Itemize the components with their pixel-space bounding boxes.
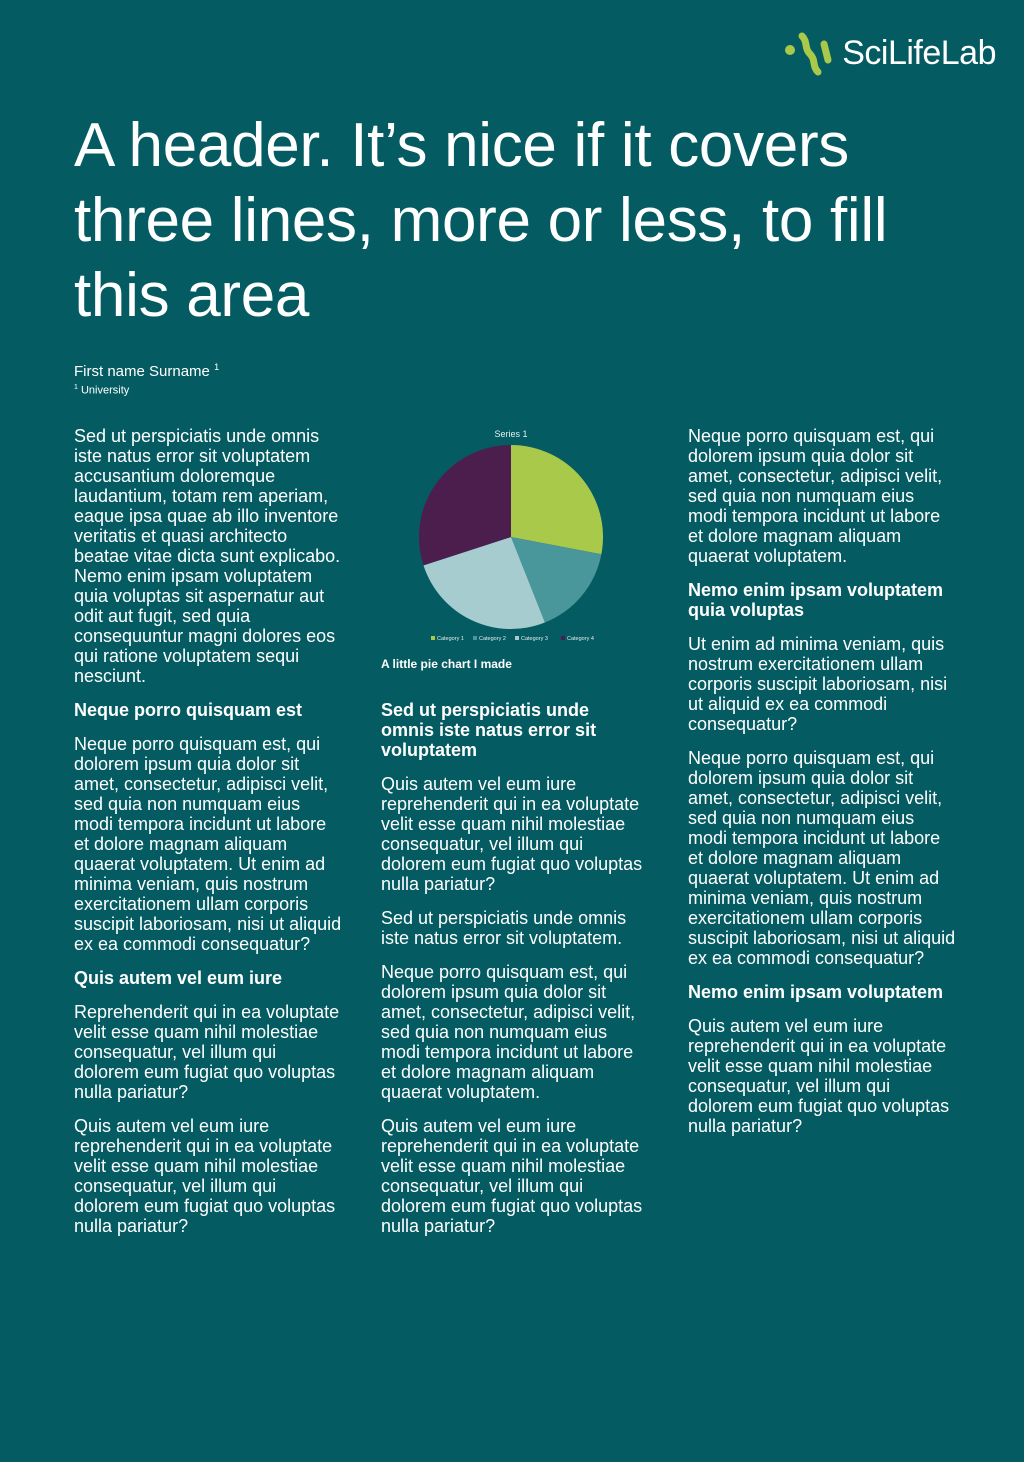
legend-label-2: Category 2 (479, 636, 506, 642)
legend-label-3: Category 3 (521, 636, 548, 642)
col3-paragraph-1: Neque porro quisquam est, qui dolorem ipsum quia dolor sit amet, consectetur, adipisci velit, sed quia non numquam eius modi tempora incidunt ut labore et dolore magnam aliquam quaerat voluptatem. (688, 426, 943, 566)
col3-paragraph-2: Ut enim ad minima veniam, quis nostrum exercitationem ullam corporis suscipit laboriosam, nisi ut aliquid ex ea commodi consequatur? (688, 634, 948, 734)
affiliation-name: University (80, 384, 130, 397)
chart-caption: A little pie chart I made (381, 657, 512, 671)
scilifelab-mark-icon (784, 30, 834, 76)
legend-swatch-4 (561, 636, 565, 640)
chart-title: Series 1 (494, 429, 528, 439)
column-1 (74, 426, 342, 1250)
col3-paragraph-3: Neque porro quisquam est, qui dolorem ipsum quia dolor sit amet, consectetur, adipisci velit, sed quia non numquam eius modi tempora incidunt ut labore et dolore magnam aliquam quaerat voluptatem. Ut enim ad minima veniam, quis nostrum exercitationem ullam corporis suscipit laboriosam, nisi ut aliquid ex ea commodi consequatur? (688, 748, 956, 968)
author-line (74, 362, 219, 380)
col2-heading-1: Sed ut perspiciatis unde omnis iste natus error sit voluptatem (381, 700, 597, 760)
legend-swatch-2 (473, 636, 477, 640)
affiliation-line (74, 384, 219, 397)
author-name: First name Surname (74, 363, 210, 380)
pie-slice-1 (511, 445, 603, 554)
col3-heading-2: Nemo enim ipsam voluptatem (688, 982, 944, 1002)
author-sup: 1 (214, 362, 220, 372)
column-3 (688, 426, 956, 1150)
col1-paragraph-1: Sed ut perspiciatis unde omnis iste natus error sit voluptatem accusantium doloremque laudantium, totam rem aperiam, eaque ipsa quae ab illo inventore veritatis et quasi architecto beatae vitae dicta sunt explicabo. Nemo enim ipsam voluptatem quia voluptas sit aspernatur aut odit aut fugit, sed quia consequuntur magni dolores eos qui ratione voluptatem sequi nesciunt. (74, 426, 341, 686)
legend-label-4: Category 4 (567, 636, 594, 642)
col1-heading-2: Quis autem vel eum iure (74, 968, 283, 988)
legend-swatch-1 (431, 636, 435, 640)
column-2 (381, 426, 643, 1250)
col1-paragraph-2: Neque porro quisquam est, qui dolorem ipsum quia dolor sit amet, consectetur, adipisci velit, sed quia non numquam eius modi tempora incidunt ut labore et dolore magnam aliquam quaerat voluptatem. Ut enim ad minima veniam, quis nostrum exercitationem ullam corporis suscipit laboriosam, nisi ut aliquid ex ea commodi consequatur? (74, 734, 342, 954)
poster-title: A header. It’s nice if it covers three lines, more or less, to fill this area (74, 111, 888, 330)
col1-paragraph-3: Reprehenderit qui in ea voluptate velit esse quam nihil molestiae consequatur, vel illum qui dolorem eum fugiat quo voluptas nulla pariatur? (74, 1002, 340, 1102)
col2-paragraph-1: Quis autem vel eum iure reprehenderit qui in ea voluptate velit esse quam nihil molestiae consequatur, vel illum qui dolorem eum fugiat quo voluptas nulla pariatur? (381, 774, 643, 894)
col1-paragraph-4: Quis autem vel eum iure reprehenderit qui in ea voluptate velit esse quam nihil molestiae consequatur, vel illum qui dolorem eum fugiat quo voluptas nulla pariatur? (74, 1116, 336, 1236)
col3-heading-1: Nemo enim ipsam voluptatem quia voluptas (688, 580, 944, 620)
col1-heading-1: Neque porro quisquam est (74, 700, 303, 720)
legend-swatch-3 (515, 636, 519, 640)
col2-paragraph-3: Neque porro quisquam est, qui dolorem ipsum quia dolor sit amet, consectetur, adipisci velit, sed quia non numquam eius modi tempora incidunt ut labore et dolore magnam aliquam quaerat voluptatem. (381, 962, 636, 1102)
affiliation-sup: 1 (74, 384, 78, 391)
logo-text: SciLifeLab (842, 33, 996, 72)
pie-chart (381, 426, 643, 648)
scilifelab-logo (784, 30, 996, 76)
col3-paragraph-4: Quis autem vel eum iure reprehenderit qui in ea voluptate velit esse quam nihil molestiae consequatur, vel illum qui dolorem eum fugiat quo voluptas nulla pariatur? (688, 1016, 950, 1136)
author-block (74, 362, 219, 397)
col2-paragraph-2: Sed ut perspiciatis unde omnis iste natus error sit voluptatem. (381, 908, 627, 948)
legend-label-1: Category 1 (437, 636, 464, 642)
col2-paragraph-4: Quis autem vel eum iure reprehenderit qui in ea voluptate velit esse quam nihil molestiae consequatur, vel illum qui dolorem eum fugiat quo voluptas nulla pariatur? (381, 1116, 643, 1236)
pie-chart-figure (381, 426, 643, 674)
